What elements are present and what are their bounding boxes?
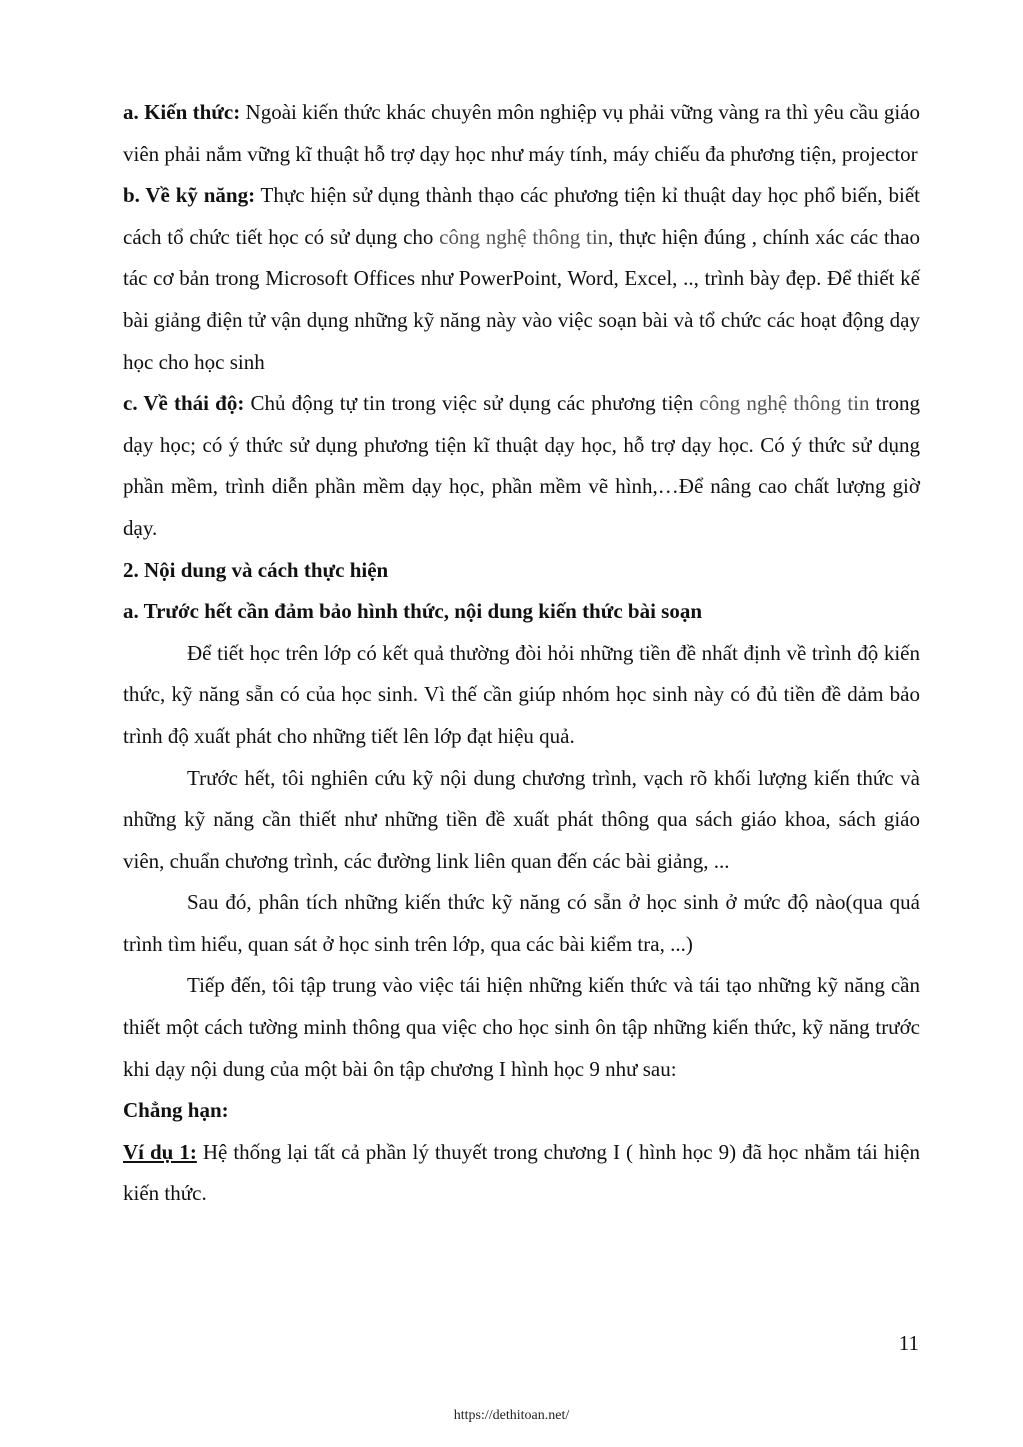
section-2-heading: 2. Nội dung và cách thực hiện <box>123 557 389 582</box>
section-b-link[interactable]: công nghệ thông tin <box>439 224 609 249</box>
body-paragraph-4: Tiếp đến, tôi tập trung vào việc tái hiện những kiến thức và tái tạo những kỹ năng cần thiết một cách tường minh thông qua việc cho học sinh ôn tập những kiến thức, kỹ năng trước khi dạy nội dung của một bài ôn tập chương I hình học 9 như sau: <box>123 973 920 1081</box>
section-2a-heading: a. Trước hết cần đảm bảo hình thức, nội dung kiến thức bài soạn <box>123 599 703 624</box>
example-heading: Chẳng hạn: <box>123 1098 229 1123</box>
body-paragraph-3: Sau đó, phân tích những kiến thức kỹ năng có sẵn ở học sinh ở mức độ nào(qua quá trình tìm hiểu, quan sát ở học sinh trên lớp, qua các bài kiểm tra, ...) <box>123 890 920 956</box>
footer-url[interactable]: https://dethitoan.net/ <box>453 1408 570 1423</box>
section-c-paragraph <box>123 383 920 549</box>
section-b-paragraph <box>123 175 920 383</box>
section-c-text-1: Chủ động tự tin trong việc sử dụng các phương tiện <box>244 391 700 416</box>
section-a-heading: a. Kiến thức: <box>123 100 241 124</box>
body-paragraph-2: Trước hết, tôi nghiên cứu kỹ nội dung chương trình, vạch rõ khối lượng kiến thức và những kỹ năng cần thiết như những tiền đề xuất phát thông qua sách giáo khoa, sách giáo viên, chuẩn chương trình, các đường link liên quan đến các bài giảng, ... <box>123 765 920 873</box>
example-1-text: Hệ thống lại tất cả phần lý thuyết trong chương I ( hình học 9) đã học nhằm tái hiện kiến thức. <box>123 1139 920 1206</box>
section-a-text: Ngoài kiến thức khác chuyên môn nghiệp vụ phải vững vàng ra thì yêu cầu giáo viên phải nắm vững kĩ thuật hỗ trợ dạy học như máy tính, máy chiếu đa phương tiện, projector <box>123 100 920 166</box>
document-page <box>123 92 920 1215</box>
section-b-text-2: , thực hiện đúng , chính xác các thao tác cơ bản trong Microsoft Offices như PowerPoint, Word, Excel, .., trình bày đẹp. Để thiết kế bài giảng điện tử vận dụng những kỹ năng này vào việc soạn bài và tổ chức các hoạt động dạy học cho học sinh <box>123 224 920 374</box>
section-c-link[interactable]: công nghệ thông tin <box>699 391 870 416</box>
page-number: 11 <box>898 1331 919 1355</box>
section-b-text-1: Thực hiện sử dụng thành thạo các phương tiện kỉ thuật day học phổ biến, biết cách tổ chức tiết học có sử dụng cho <box>123 183 920 249</box>
body-paragraph-1: Để tiết học trên lớp có kết quả thường đòi hỏi những tiền đề nhất định về trình độ kiến thức, kỹ năng sẵn có của học sinh. Vì thế cần giúp nhóm học sinh này có đủ tiền đề dảm bảo trình độ xuất phát cho những tiết lên lớp đạt hiệu quả. <box>123 640 920 748</box>
example-1-paragraph <box>123 1132 920 1215</box>
section-b-heading: b. Về kỹ năng: <box>123 183 256 208</box>
example-1-label: Ví dụ 1: <box>123 1139 197 1164</box>
section-c-text-2: trong dạy học; có ý thức sử dụng phương tiện kĩ thuật dạy học, hỗ trợ dạy học. Có ý thức sử dụng phần mềm, trình diễn phần mềm dạy học, phần mềm vẽ hình,…Để nâng cao chất lượng giờ dạy. <box>123 391 920 540</box>
section-c-heading: c. Về thái độ: <box>123 391 245 416</box>
section-a-paragraph <box>123 92 920 175</box>
